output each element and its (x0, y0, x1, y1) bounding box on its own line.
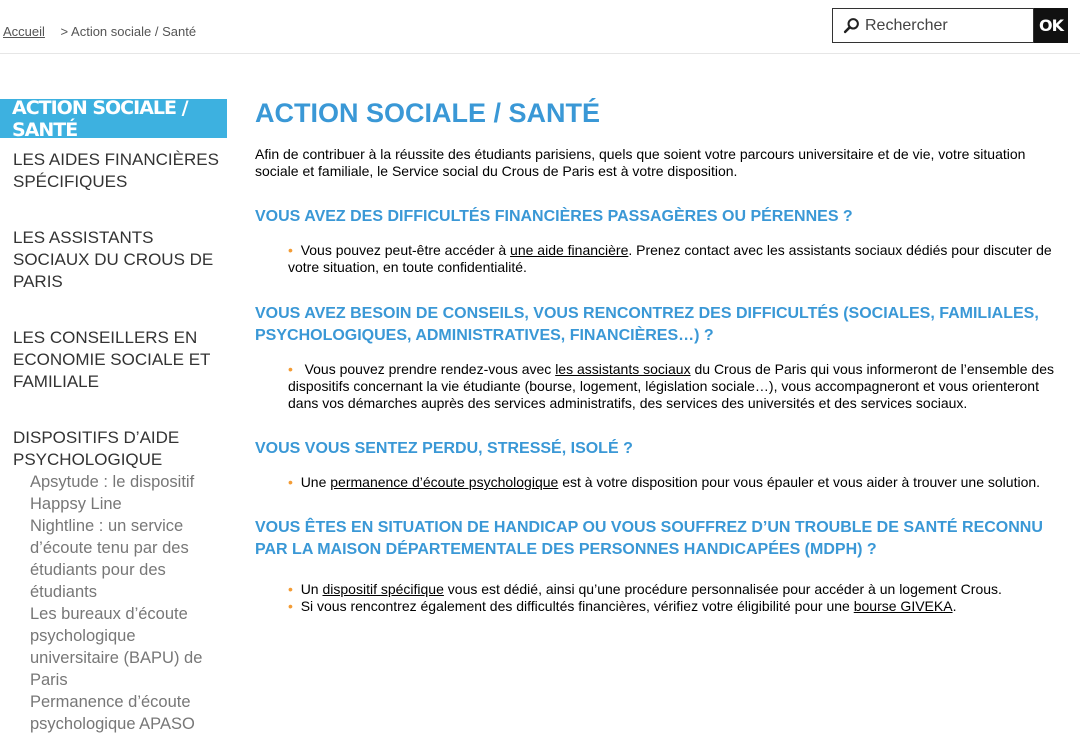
sidebar-item-aides-financieres[interactable]: LES AIDES FINANCIÈRES SPÉCIFIQUES (13, 150, 219, 191)
sidebar-subitem-nightline[interactable]: Nightline : un service d’écoute tenu par des étudiants pour des étudiants (30, 517, 189, 601)
sidebar-item-aide-psychologique[interactable]: DISPOSITIFS D’AIDE PSYCHOLOGIQUE (13, 428, 180, 469)
link-bourse-giveka[interactable]: bourse GIVEKA (853, 598, 953, 614)
search-box[interactable] (832, 8, 1034, 43)
link-permanence-ecoute[interactable]: permanence d’écoute psychologique (330, 474, 559, 490)
bullet-text: Un (300, 581, 323, 597)
bullet-text: vous est dédié, ainsi qu’une procédure personnalisée pour accéder à un logement Crous. (443, 581, 1002, 597)
bullet-text: Si vous rencontrez également des difficultés financières, vérifiez votre éligibilité pour une (300, 598, 854, 614)
bullet-dot: • (288, 598, 293, 614)
section-body-financial (255, 242, 1065, 276)
bullet-dot: • (288, 474, 293, 490)
bullet-item (255, 598, 1065, 615)
breadcrumb-current: > Action sociale / Santé (60, 24, 197, 39)
section-heading-handicap: VOUS ÊTES EN SITUATION DE HANDICAP OU VOUS SOUFFREZ D’UN TROUBLE DE SANTÉ RECONNU PAR LA MAISON DÉPARTEMENTALE DES PERSONNES HANDICAPÉES (MDPH) ? (255, 519, 1043, 558)
sidebar-subitem-bapu[interactable]: Les bureaux d’écoute psychologique universitaire (BAPU) de Paris (30, 605, 203, 689)
bullet-text: Vous pouvez prendre rendez-vous avec (300, 361, 556, 377)
section-body-conseils (255, 361, 1065, 412)
sidebar-subitem-apsytude[interactable]: Apsytude : le dispositif Happsy Line (30, 473, 195, 513)
bullet-text: . Prenez contact avec les assistants sociaux dédiés pour discuter de votre situation, en toute confidentialité. (288, 242, 1052, 275)
link-assistants-sociaux[interactable]: les assistants sociaux (555, 361, 691, 377)
sidebar (0, 96, 230, 735)
page-title: ACTION SOCIALE / SANTÉ (255, 98, 601, 128)
bullet-text: Vous pouvez peut-être accéder à (300, 242, 511, 258)
search-input[interactable] (865, 17, 1025, 35)
sidebar-item-conseillers-esf[interactable]: LES CONSEILLERS EN ECONOMIE SOCIALE ET FAMILIALE (13, 328, 211, 391)
top-bar (0, 0, 1080, 54)
bullet-item (255, 242, 1065, 276)
bullet-item (255, 361, 1065, 412)
bullet-item (255, 474, 1065, 491)
section-body-stress (255, 474, 1065, 491)
bullet-text: est à votre disposition pour vous épauler et vous aider à trouver une solution. (558, 474, 1041, 490)
link-aide-financiere[interactable]: une aide financière (510, 242, 629, 258)
main-content (255, 96, 1065, 615)
bullet-text: du Crous de Paris qui vous informeront de l’ensemble des dispositifs concernant la vie étudiante (bourse, logement, législation sociale…), vous accompagneront et vous orienteront dans vos démarches auprès des services administratifs, des services des universités et des services sociaux. (288, 361, 1055, 411)
search-form (832, 8, 1068, 43)
bullet-dot: • (288, 581, 293, 597)
section-heading-financial: VOUS AVEZ DES DIFFICULTÉS FINANCIÈRES PASSAGÈRES OU PÉRENNES ? (255, 208, 853, 225)
sidebar-item-assistants-sociaux[interactable]: LES ASSISTANTS SOCIAUX DU CROUS DE PARIS (13, 228, 214, 291)
sidebar-subitem-apaso[interactable]: Permanence d’écoute psychologique APASO (30, 693, 195, 733)
section-heading-conseils: VOUS AVEZ BESOIN DE CONSEILS, VOUS RENCONTREZ DES DIFFICULTÉS (SOCIALES, FAMILIALES, PSYCHOLOGIQUES, ADMINISTRATIVES, FINANCIÈRES…) ? (255, 305, 1039, 344)
breadcrumb (3, 24, 196, 39)
bullet-dot: • (288, 361, 293, 377)
section-heading-stress: VOUS VOUS SENTEZ PERDU, STRESSÉ, ISOLÉ ? (255, 440, 633, 457)
sidebar-title[interactable]: ACTION SOCIALE / SANTÉ (0, 99, 227, 138)
bullet-text: . (952, 598, 957, 614)
intro-paragraph: Afin de contribuer à la réussite des étudiants parisiens, quels que soient votre parcours universitaire et de vie, votre situation sociale et familiale, le Service social du Crous de Paris est à votre disposition. (255, 146, 1026, 179)
breadcrumb-home-link[interactable]: Accueil (3, 24, 45, 39)
section-body-handicap (255, 581, 1065, 615)
search-icon (843, 17, 860, 34)
search-submit-button[interactable]: OK (1034, 8, 1068, 43)
link-dispositif-specifique[interactable]: dispositif spécifique (322, 581, 444, 597)
bullet-item (255, 581, 1065, 598)
bullet-text: Une (300, 474, 331, 490)
bullet-dot: • (288, 242, 293, 258)
